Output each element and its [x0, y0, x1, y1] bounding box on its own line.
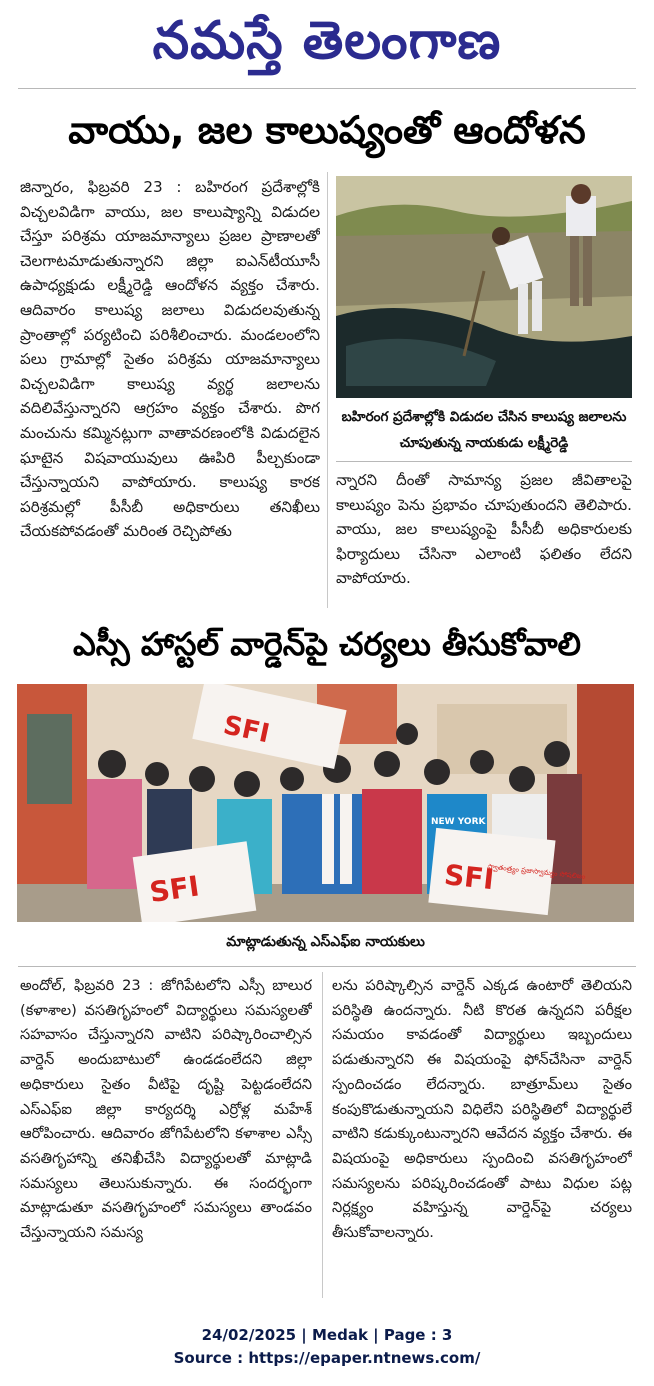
sfi-photo-caption: మాట్లాడుతున్న ఎస్ఎఫ్ఐ నాయకులు — [226, 934, 425, 950]
sfi-banner-text-2: SFI — [147, 869, 202, 910]
caption-divider — [336, 461, 632, 462]
sfi-banner-text-1: SFI — [220, 710, 273, 750]
sfi-group-photo-graphic — [17, 684, 634, 922]
article1-headline: వాయు, జల కాలుష్యంతో ఆందోళన — [68, 108, 586, 152]
pollution-photo-graphic — [336, 176, 632, 398]
article1-right-column: న్నారని దీంతో సామాన్య ప్రజల జీవితాలపై కాలుష్యం పెను ప్రభావం చూపుతుందని తెలిపారు. వాయు, జల కాలుష్యంపై పీసీబీ అధికారులకు ఫిర్యాదులు చేసినా ఎలాంటి ఫలితం లేదని వాపోయారు. — [336, 471, 632, 588]
article2-right-column: లను పరిష్కాల్సిన వార్డెన్ ఎక్కడ ఉంటారో తెలియని పరిస్థితి ఉందన్నారు. నీటి కొరత ఉన్నదని పరీక్షల సమయం కావడంతో విద్యార్థులు ఇబ్బందులు పడుతున్నారని ఈ విషయంపై ఫోన్‌చేసినా వార్డెన్ స్పందించడం లేదన్నారు. బాత్రూమ్‌లు సైతం కంపుకొడుతున్నాయని విధిలేని పరిస్థితిలో విద్యార్థులే వాటిని కడుక్కుంటున్నారని ఆవేదన వ్యక్తం చేశారు. ఈ విషయంపై అధికారులు స్పందించి వసతిగృహంలో సమస్యలను పరిష్కరించడంతో పాటు విధుల పట్ల నిర్లక్ష్యం వహిస్తున్న వార్డెన్‌పై చర్యలు తీసుకోవాలన్నారు. — [332, 977, 632, 1242]
sfi-banner-text-3: SFI — [442, 858, 496, 897]
pollution-photo — [336, 176, 632, 398]
jersey-text: NEW YORK — [431, 817, 486, 827]
masthead-divider — [18, 88, 636, 89]
footer-source-link[interactable]: Source : https://epaper.ntnews.com/ — [173, 1349, 481, 1367]
article2-headline: ఎస్సీ హాస్టల్ వార్డెన్‌పై చర్యలు తీసుకోవాలి — [72, 625, 582, 663]
pollution-photo-caption: బహిరంగ ప్రదేశాల్లోకి విడుదల చేసిన కాలుష్య జలాలను చూపుతున్న నాయకుడు లక్ష్మీరెడ్డి — [341, 409, 627, 451]
sfi-group-photo — [17, 684, 634, 922]
masthead-title: నమస్తే తెలంగాణ — [152, 10, 502, 71]
sfi-banner-slogan: స్వాతంత్ర్యం ప్రజాస్వామ్యం సోషలిజం — [487, 862, 586, 881]
article2-left-column: అందోల్, ఫిబ్రవరి 23 : జోగిపేటలోని ఎస్సీ బాలుర (కళాశాల) వసతిగృహంలో విద్యార్థులు సమస్యలతో సహవాసం చేస్తున్నారని వాటిని పరిష్కారించాల్సిన వార్డెన్ అందుబాటులో ఉండడంలేదని జిల్లా అధికారులు సైతం వీటిపై దృష్టి పెట్టడంలేదని ఎస్ఎఫ్ఐ జిల్లా కార్యదర్శి ఎర్రోళ్ల మహేశ్ ఆరోపించారు. ఆదివారం జోగిపేటలోని కళాశాల ఎస్సీ వసతిగృహాన్ని తనిఖీచేసి విద్యార్థులతో మాట్లాడి సమస్యలు తెలుసుకున్నారు. ఈ సందర్భంగా మాట్లాడుతూ వసతిగృహంలో సమస్యలు తాండవం చేస్తున్నాయని సమస్య — [20, 977, 312, 1242]
article1-left-column: జిన్నారం, ఫిబ్రవరి 23 : బహిరంగ ప్రదేశాల్లోకి విచ్చలవిడిగా వాయు, జల కాలుష్యాన్ని విడుదల చేస్తూ పరిశ్రమ యాజమాన్యాలు ప్రజల ప్రాణాలతో చెలగాటమాడుతున్నారని జిల్లా ఐఎన్‌టీయూసీ ఉపాధ్యక్షుడు లక్ష్మీరెడ్డి ఆందోళన వ్యక్తం చేశారు. ఆదివారం కాలుష్య జలాలు విడుదలవుతున్న ప్రాంతాల్లో పర్యటించి పరిశీలించారు. మండలంలోని పలు గ్రామాల్లో సైతం పరిశ్రమ యాజమాన్యాలు విచ్చలవిడిగా కాలుష్య వ్యర్థ జలాలను వదిలివేస్తున్నారని ఆగ్రహం వ్యక్తం చేశారు. పొగ మంచును కమ్మినట్లుగా వాతావరణంలోకి విడుదలైన ఘాటైన విషవాయువులు ఊపిరి పీల్చకుండా చేస్తున్నాయని వాపోయారు. కాలుష్య కారక పరిశ్రమల్లో పీసీబీ అధికారులు తనిఖీలు చేయకపోవడంతో మరింత రెచ్చిపోతు — [20, 178, 320, 541]
column-divider — [327, 172, 328, 608]
caption-divider-2 — [18, 966, 636, 967]
column-divider-2 — [322, 972, 323, 1298]
footer-date-edition: 24/02/2025 | Medak | Page : 3 — [201, 1326, 453, 1344]
